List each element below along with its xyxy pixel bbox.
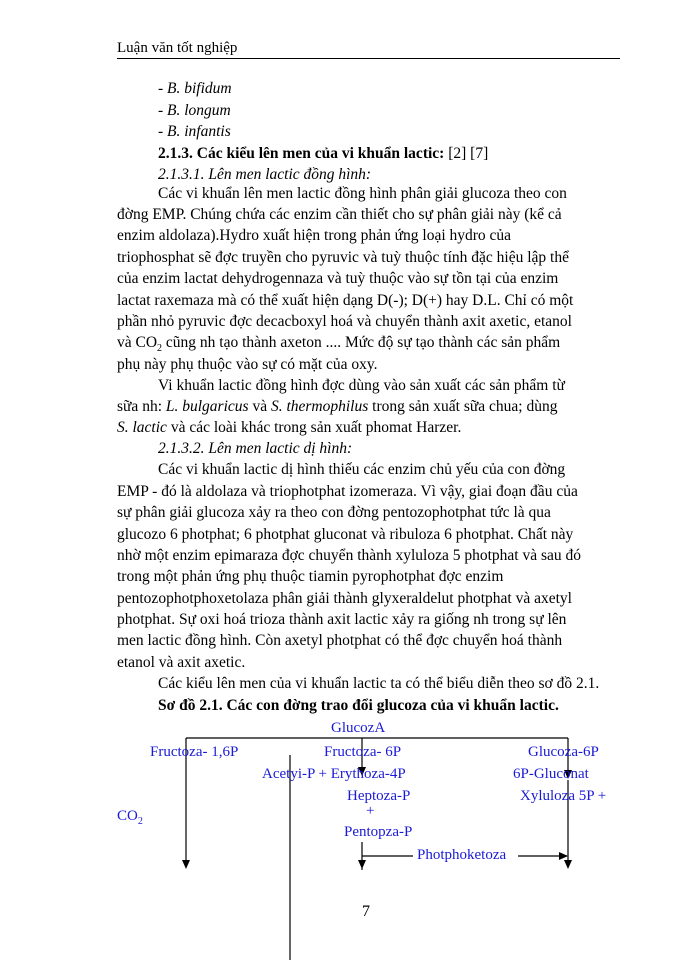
arrowhead — [559, 852, 568, 860]
para3-line: trong một phản ứng phụ thuộc tiamin pyrophotphat đợc enzim — [117, 568, 504, 585]
species-name: S. thermophilus — [270, 398, 369, 415]
node-acetyl-erythoza: Acetyi-P + Erythoza-4P — [262, 766, 406, 782]
arrowhead — [564, 860, 572, 869]
section-refs: [2] [7] — [448, 145, 489, 162]
node-glucoza: GlucozA — [331, 720, 386, 736]
section-heading-text: 2.1.3. Các kiểu lên men của vi khuẩn lactic: — [158, 145, 445, 162]
para2-text: và các loài khác trong sản xuất phomat Harzer. — [166, 419, 462, 436]
para3-line: men lactic đồng hình. Còn axetyl photphat có thể đợc chuyển hoá thành — [117, 632, 563, 649]
diagram-title: Sơ đồ 2.1. Các con đờng trao đổi glucoza của vi khuẩn lactic. — [158, 697, 559, 714]
node-photphoketoza: Photphoketoza — [417, 847, 507, 863]
para2-text: và — [248, 398, 271, 415]
para1-line: phần nhỏ pyruvic đợc decacboxyl hoá và chuyển thành axit axetic, etanol — [117, 313, 572, 330]
para1-line: enzim aldolaza).Hydro xuất hiện trong phản ứng loại hydro của — [117, 227, 512, 244]
para1-line: đờng EMP. Chúng chứa các enzim cần thiết cho sự phân giải này (kể cả — [117, 206, 562, 223]
co2-label: CO — [117, 808, 138, 824]
node-xyluloza: Xyluloza 5P + — [520, 788, 607, 804]
co2-text: và CO — [117, 334, 158, 351]
para1-line: triophosphat sẽ đợc truyền cho pyruvic và tuỳ thuộc tính đặc hiệu lập thể — [117, 249, 569, 266]
node-glucoza-6p: Glucoza-6P — [528, 744, 599, 760]
node-fructoza-6p: Fructoza- 6P — [324, 744, 402, 760]
subsection-heading: 2.1.3.2. Lên men lactic dị hình: — [158, 440, 353, 457]
para1-line: lactat raxemaza mà có thể xuất hiện dạng D(-); D(+) hay D.L. Chỉ có một — [117, 292, 574, 309]
node-heptoza: Heptoza-P — [347, 788, 411, 804]
species-item: - B. longum — [158, 102, 231, 119]
para3-line: Các vi khuẩn lactic dị hình thiếu các enzim chủ yếu của con đờng — [158, 461, 566, 478]
species-item: - B. bifidum — [158, 80, 232, 97]
para1-line-rest: cũng nh tạo thành axeton .... Mức độ sự tạo thành các sản phẩm — [162, 334, 561, 351]
node-pentoza: Pentopza-P — [344, 824, 413, 840]
species-name: S. lactic — [117, 419, 167, 436]
page-number: 7 — [362, 903, 370, 920]
para3-line: EMP - đó là aldolaza và triophotphat izomeraza. Vì vậy, giai đoạn đầu của — [117, 483, 578, 500]
arrowhead — [358, 860, 366, 869]
para4-line: Các kiểu lên men của vi khuẩn lactic ta có thể biểu diễn theo sơ đồ 2.1. — [158, 675, 600, 692]
para3-line: photphat. Sự oxi hoá trioza thành axit lactic xảy ra giống nh trong sự lên — [117, 611, 567, 628]
para1-line: của enzim lactat dehydrogennaza và tuỳ thuộc vào sự tồn tại của enzim — [117, 270, 559, 287]
node-fructoza-16p: Fructoza- 1,6P — [150, 744, 239, 760]
node-plus: + — [366, 803, 375, 819]
para3-line: glucozo 6 photphat; 6 photphat gluconat và ribuloza 6 photphat. Chất này — [117, 526, 574, 543]
para2-line: Vi khuẩn lactic đồng hình đợc dùng vào sản xuất các sản phẩm từ — [158, 377, 565, 394]
species-item: - B. infantis — [158, 123, 231, 140]
para3-line: etanol và axit axetic. — [117, 654, 246, 671]
running-header: Luận văn tốt nghiệp — [117, 40, 238, 56]
para3-line: sự phân giải glucoza xảy ra theo con đờng pentozophotphat tức là qua — [117, 504, 551, 521]
arrowhead — [182, 860, 190, 869]
node-co2 — [117, 808, 143, 827]
species-name: L. bulgaricus — [165, 398, 249, 415]
co2-label-subscript: 2 — [137, 816, 143, 827]
node-gluconat: 6P-Gluconat — [513, 766, 589, 782]
para1-line: phụ này phụ thuộc vào sự có mặt của oxy. — [117, 356, 378, 373]
co2-subscript: 2 — [157, 343, 163, 355]
para3-line: pentozophotphoxetolaza phân giải thành glyxeraldelut photphat và axetyl — [117, 590, 572, 607]
para2-text: trong sản xuất sữa chua; dùng — [368, 398, 558, 415]
para1-line: Các vi khuẩn lên men lactic đồng hình phân giải glucoza theo con — [158, 185, 567, 202]
subsection-heading: 2.1.3.1. Lên men lactic đồng hình: — [158, 166, 372, 183]
para2-text: sữa nh: — [117, 398, 166, 415]
para3-line: nhờ một enzim epimaraza đợc chuyển thành xyluloza 5 photphat và sau đó — [117, 547, 582, 564]
